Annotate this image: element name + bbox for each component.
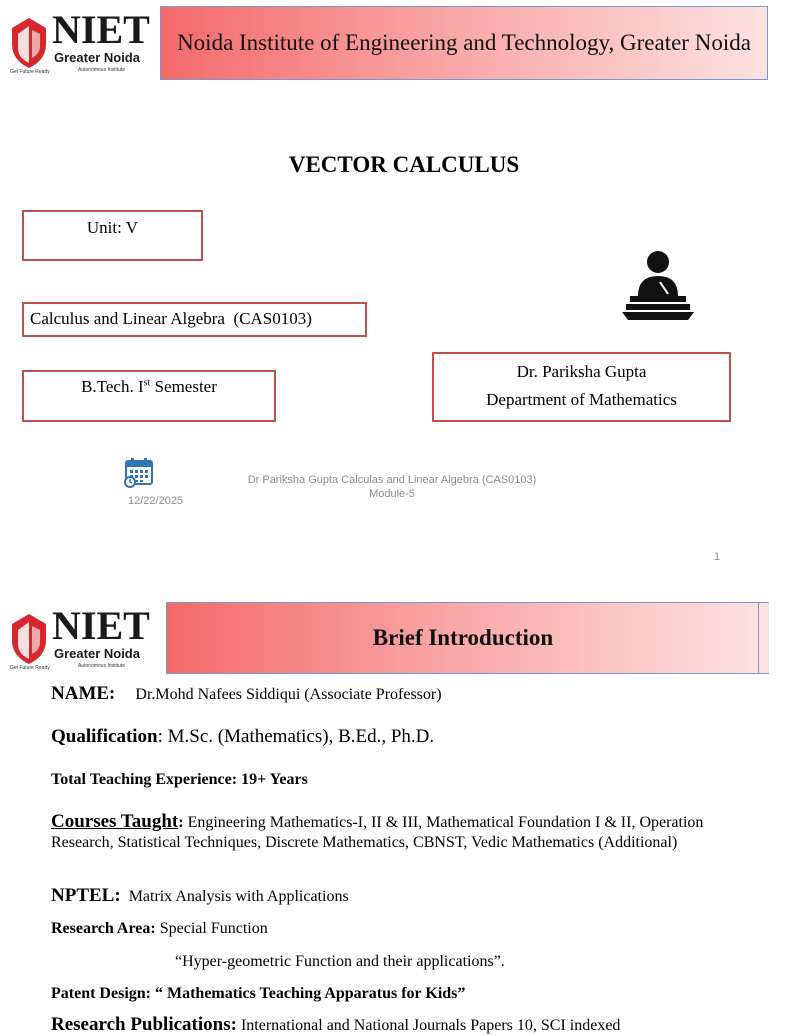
intro-header: [166, 602, 760, 674]
header-edge: [758, 602, 769, 674]
publications-value: International and National Journals Papers 10, SCI indexed: [236, 1017, 621, 1034]
courses-colon: :: [178, 814, 184, 831]
semester-sup: st: [143, 377, 151, 389]
research-quote: “Hyper-geometric Function and their applications”.: [175, 953, 505, 970]
footer-line-2: Module-5: [369, 488, 415, 500]
research-value: Special Function: [155, 920, 268, 937]
courses-value: Engineering Mathematics-I, II & III, Mathematical Foundation I & II, Operation Research, Statistical Techniques, Discrete Mathematics, CBNST, Vedic Mathematics (Additional): [51, 814, 704, 851]
patent-row: Patent Design: “ Mathematics Teaching Apparatus for Kids”: [51, 985, 466, 1002]
course-label: Calculus and Linear Algebra (CAS0103): [30, 309, 312, 328]
footer-line-1: Dr Pariksha Gupta Calculas and Linear Algebra (CAS0103): [247, 474, 537, 486]
logo-status: Autonomous Institute: [78, 663, 125, 669]
footer-text: [232, 473, 552, 501]
publications-row: [51, 1014, 620, 1036]
qualification-row: [51, 726, 758, 748]
logo-text: NIET: [52, 603, 150, 648]
slide-title: VECTOR CALCULUS: [288, 152, 520, 177]
logo-tagline: Get Future Ready: [10, 69, 50, 75]
calendar-icon: [122, 456, 154, 488]
nptel-value: Matrix Analysis with Applications: [128, 888, 349, 905]
unit-box: [22, 210, 203, 261]
professor-department: Department of Mathematics: [486, 390, 677, 409]
semester-box: [22, 370, 276, 422]
niet-emblem-icon: [8, 14, 50, 72]
qualification-label: Qualification: [51, 726, 158, 747]
professor-name: Dr. Pariksha Gupta: [516, 362, 647, 381]
intro-slide: [0, 600, 768, 1035]
page-number: 1: [714, 551, 721, 563]
courses-row: [51, 812, 752, 853]
logo-status: Autonomous Institute: [78, 67, 125, 73]
nptel-label: NPTEL:: [51, 885, 121, 906]
publications-label: Research Publications:: [51, 1014, 237, 1035]
semester-suffix: Semester: [150, 377, 217, 396]
niet-logo: [8, 603, 158, 674]
institute-header: [160, 6, 768, 80]
name-row: [51, 683, 758, 705]
footer-date: 12/22/2025: [128, 495, 184, 507]
nptel-row: [51, 885, 758, 907]
semester-prefix: B.Tech. I: [81, 377, 144, 396]
logo-text: NIET: [52, 7, 150, 52]
institute-name: Noida Institute of Engineering and Technology, Greater Noida: [177, 30, 751, 55]
qualification-value: : M.Sc. (Mathematics), B.Ed., Ph.D.: [157, 726, 435, 747]
unit-label: Unit: V: [86, 218, 139, 237]
logo-subtitle: Greater Noida: [54, 646, 140, 661]
logo-tagline: Get Future Ready: [10, 665, 50, 671]
research-label: Research Area:: [51, 920, 156, 937]
course-box: [22, 302, 367, 337]
niet-logo: [8, 7, 158, 78]
niet-emblem-icon: [8, 610, 50, 668]
logo-subtitle: Greater Noida: [54, 50, 140, 65]
courses-label: Courses Taught: [51, 811, 179, 832]
name-value: Dr.Mohd Nafees Siddiqui (Associate Professor): [135, 686, 442, 703]
experience-row: Total Teaching Experience: 19+ Years: [51, 771, 308, 788]
intro-title: Brief Introduction: [372, 625, 554, 650]
professor-box: [432, 352, 731, 422]
research-row: [51, 920, 758, 938]
speaker-podium-icon: [616, 246, 700, 326]
name-label: NAME:: [51, 683, 116, 704]
